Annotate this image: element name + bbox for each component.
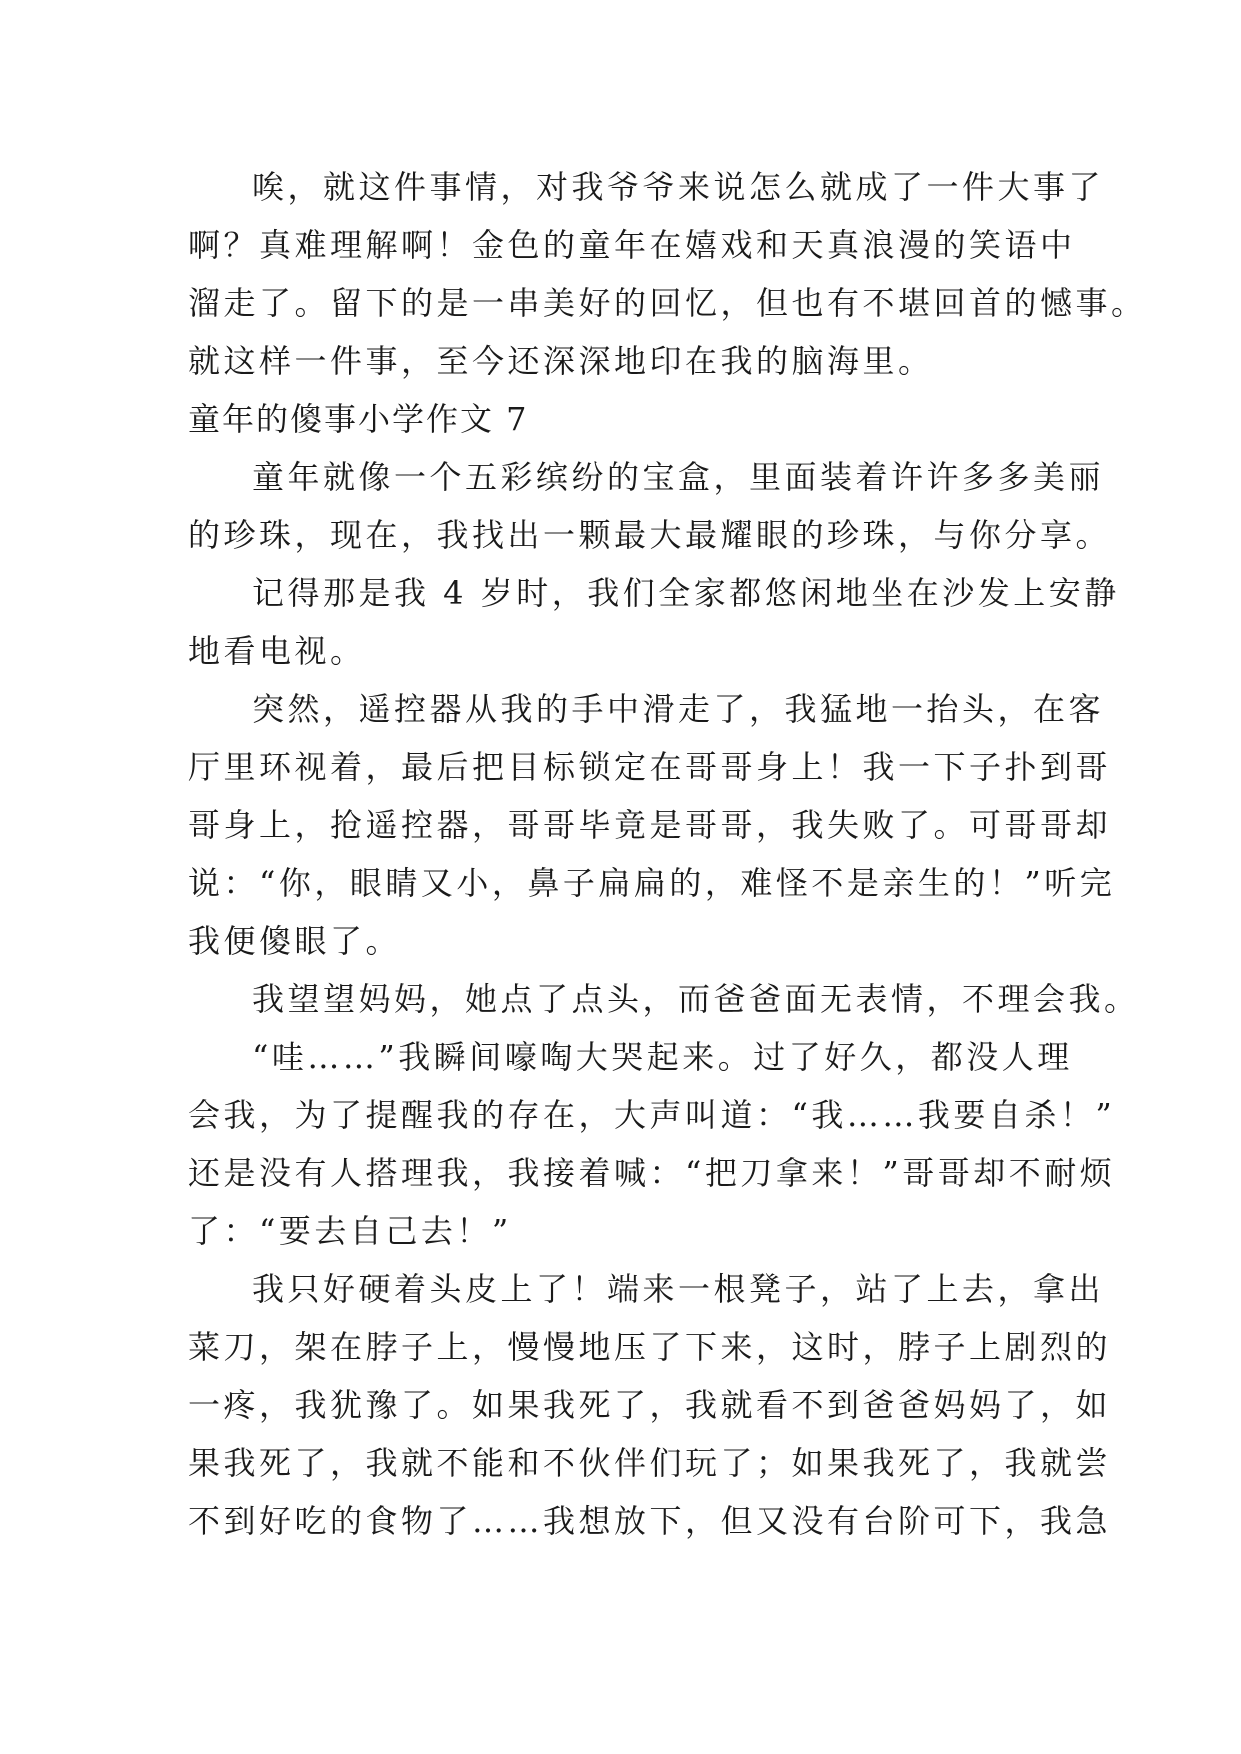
text-line: 啊？真难理解啊！金色的童年在嬉戏和天真浪漫的笑语中 — [188, 226, 1076, 264]
text-line: 不到好吃的食物了……我想放下，但又没有台阶可下，我急 — [188, 1502, 1112, 1540]
document-body — [188, 158, 1147, 1550]
text-line: 了：“要去自己去！” — [188, 1212, 512, 1250]
text-line: 会我，为了提醒我的存在，大声叫道：“我……我要自杀！” — [188, 1096, 1116, 1134]
text-line: 地看电视。 — [188, 632, 366, 670]
text-line: 唉，就这件事情，对我爷爷来说怎么就成了一件大事了 — [252, 168, 1105, 206]
text-line: 我便傻眼了。 — [188, 922, 402, 960]
text-line: 童年就像一个五彩缤纷的宝盒，里面装着许许多多美丽 — [252, 458, 1105, 496]
text-line: 菜刀，架在脖子上，慢慢地压了下来，这时，脖子上剧烈的 — [188, 1328, 1112, 1366]
text-line: 哥身上，抢遥控器，哥哥毕竟是哥哥，我失败了。可哥哥却 — [188, 806, 1112, 844]
text-line: 溜走了。留下的是一串美好的回忆，但也有不堪回首的憾事。 — [188, 284, 1147, 322]
text-line: 说：“你，眼睛又小，鼻子扁扁的，难怪不是亲生的！”听完 — [188, 864, 1116, 902]
text-line: 记得那是我 4 岁时，我们全家都悠闲地坐在沙发上安静 — [252, 574, 1120, 612]
text-line: 厅里环视着，最后把目标锁定在哥哥身上！我一下子扑到哥 — [188, 748, 1112, 786]
text-line: 还是没有人搭理我，我接着喊：“把刀拿来！”哥哥却不耐烦 — [188, 1154, 1116, 1192]
text-line: 我望望妈妈，她点了点头，而爸爸面无表情，不理会我。 — [252, 980, 1140, 1018]
text-line: 的珍珠，现在，我找出一颗最大最耀眼的珍珠，与你分享。 — [188, 516, 1112, 554]
text-line: “哇……”我瞬间嚎啕大哭起来。过了好久，都没人理 — [252, 1038, 1073, 1076]
text-line: 突然，遥控器从我的手中滑走了，我猛地一抬头，在客 — [252, 690, 1105, 728]
section-heading: 童年的傻事小学作文 7 — [188, 400, 529, 438]
text-line: 就这样一件事，至今还深深地印在我的脑海里。 — [188, 342, 934, 380]
text-line: 一疼，我犹豫了。如果我死了，我就看不到爸爸妈妈了，如 — [188, 1386, 1112, 1424]
text-line: 我只好硬着头皮上了！端来一根凳子，站了上去，拿出 — [252, 1270, 1105, 1308]
text-line: 果我死了，我就不能和不伙伴们玩了；如果我死了，我就尝 — [188, 1444, 1112, 1482]
